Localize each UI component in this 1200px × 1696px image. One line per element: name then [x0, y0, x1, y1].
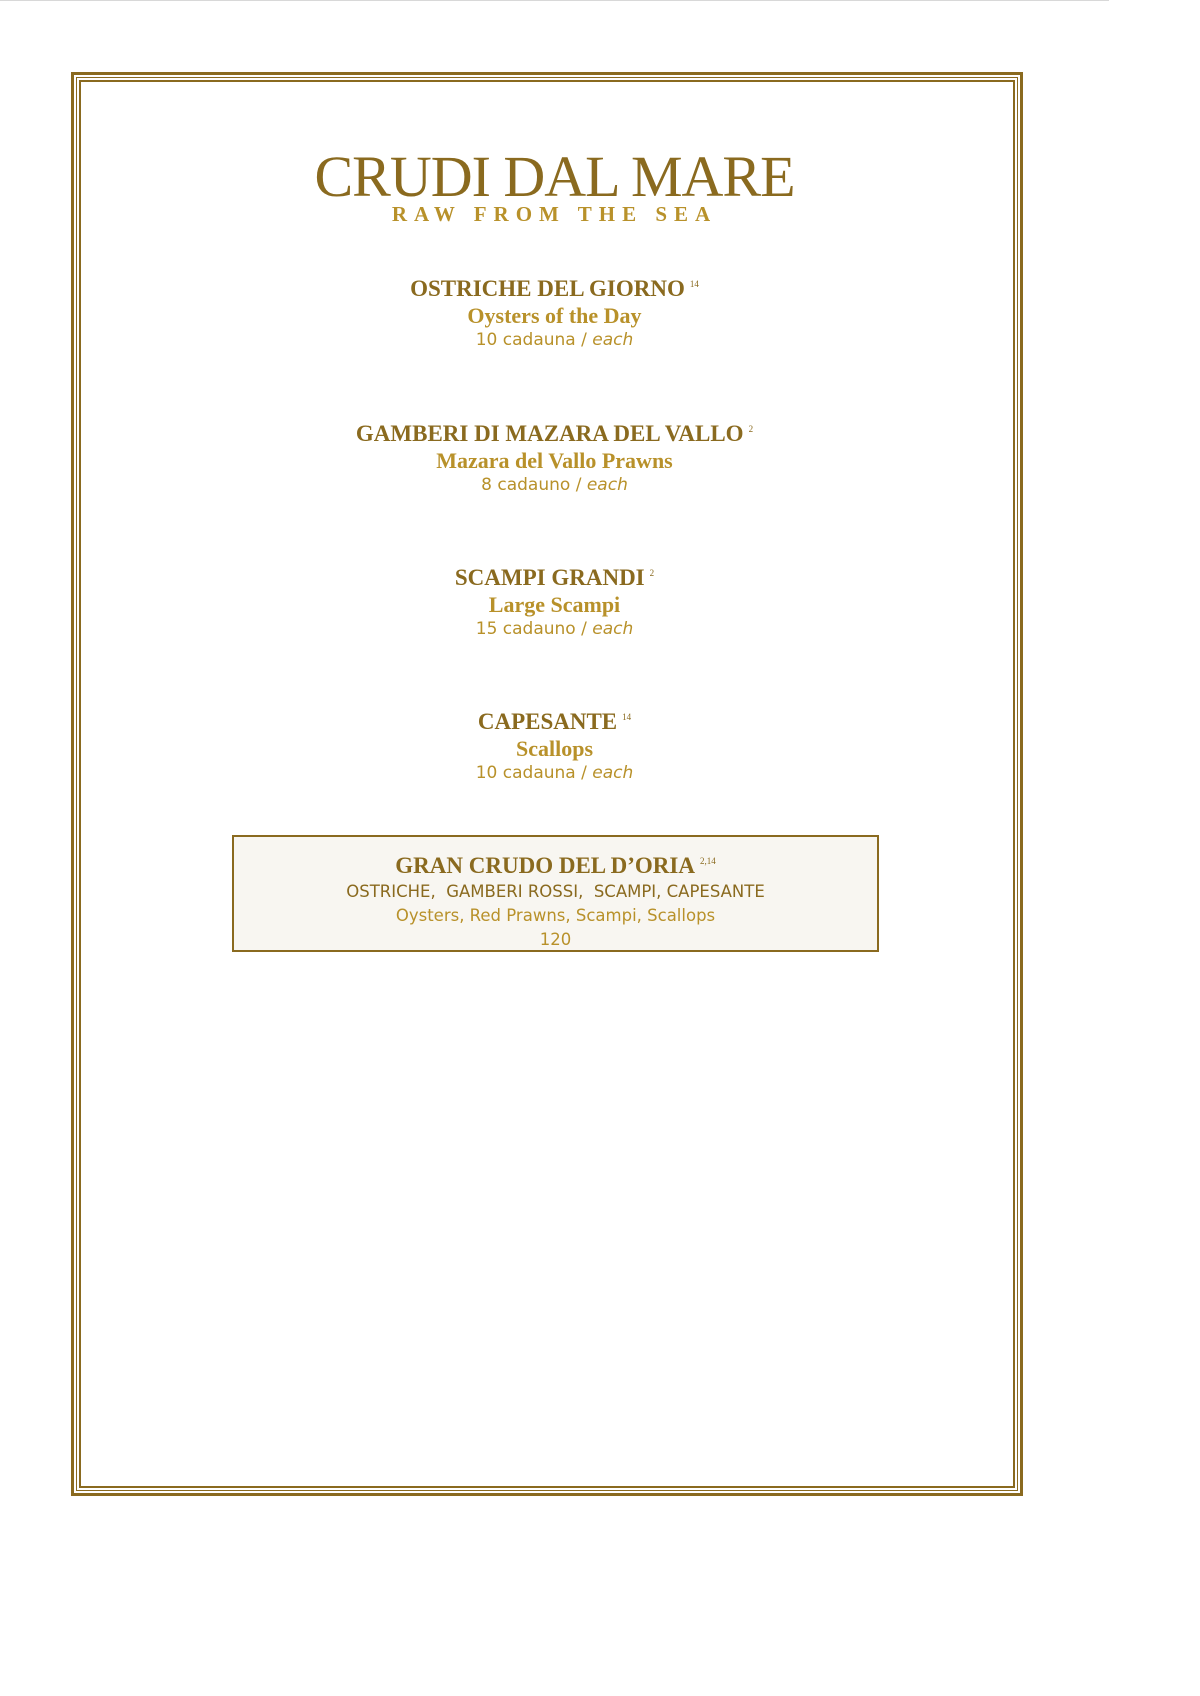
featured-name-text: GRAN CRUDO DEL D’ORIA — [395, 853, 695, 878]
menu-item-price — [0, 474, 1109, 496]
menu-item-name — [0, 415, 1109, 448]
menu-item — [0, 270, 1109, 351]
menu-item-name — [0, 559, 1109, 592]
page-top-rule — [0, 0, 1109, 1]
featured-components: OSTRICHE, GAMBERI ROSSI, SCAMPI, CAPESANTE — [346, 882, 765, 901]
allergen-note: 2 — [649, 568, 655, 578]
featured-platter-box — [232, 835, 879, 952]
allergen-note: 14 — [689, 279, 699, 289]
price-each: each — [592, 763, 634, 783]
allergen-note: 14 — [622, 712, 632, 722]
menu-subtitle: RAW FROM THE SEA — [391, 202, 718, 226]
price-each: each — [592, 619, 634, 639]
price-each: each — [586, 475, 628, 495]
menu-item — [0, 415, 1109, 496]
price-each: each — [592, 330, 634, 350]
menu-item-price — [0, 618, 1109, 640]
menu-item-name-en: Mazara del Vallo Prawns — [436, 448, 673, 473]
menu-title: CRUDI DAL MARE — [314, 144, 795, 209]
featured-name — [234, 847, 877, 880]
menu-item-name-text: SCAMPI GRANDI — [454, 565, 645, 590]
price-text: 15 cadauno / — [475, 619, 587, 639]
allergen-note: 2,14 — [699, 856, 716, 866]
menu-item-name — [0, 270, 1109, 303]
menu-item-name-text: CAPESANTE — [477, 709, 618, 734]
menu-item — [0, 703, 1109, 784]
menu-item-name-text: GAMBERI DI MAZARA DEL VALLO — [355, 421, 744, 446]
menu-item-name-en: Large Scampi — [488, 592, 621, 617]
menu-item-name-en: Oysters of the Day — [467, 303, 642, 328]
featured-components-en: Oysters, Red Prawns, Scampi, Scallops — [395, 906, 716, 925]
menu-item-name-text: OSTRICHE DEL GIORNO — [410, 276, 685, 301]
menu-item-price — [0, 762, 1109, 784]
menu-item-name-en: Scallops — [515, 736, 594, 761]
allergen-note: 2 — [748, 424, 754, 434]
price-text: 8 cadauno / — [481, 475, 582, 495]
price-text: 10 cadauna / — [475, 763, 587, 783]
menu-item-price — [0, 329, 1109, 351]
featured-price: 120 — [539, 930, 572, 949]
price-text: 10 cadauna / — [475, 330, 587, 350]
menu-item — [0, 559, 1109, 640]
menu-item-name — [0, 703, 1109, 736]
